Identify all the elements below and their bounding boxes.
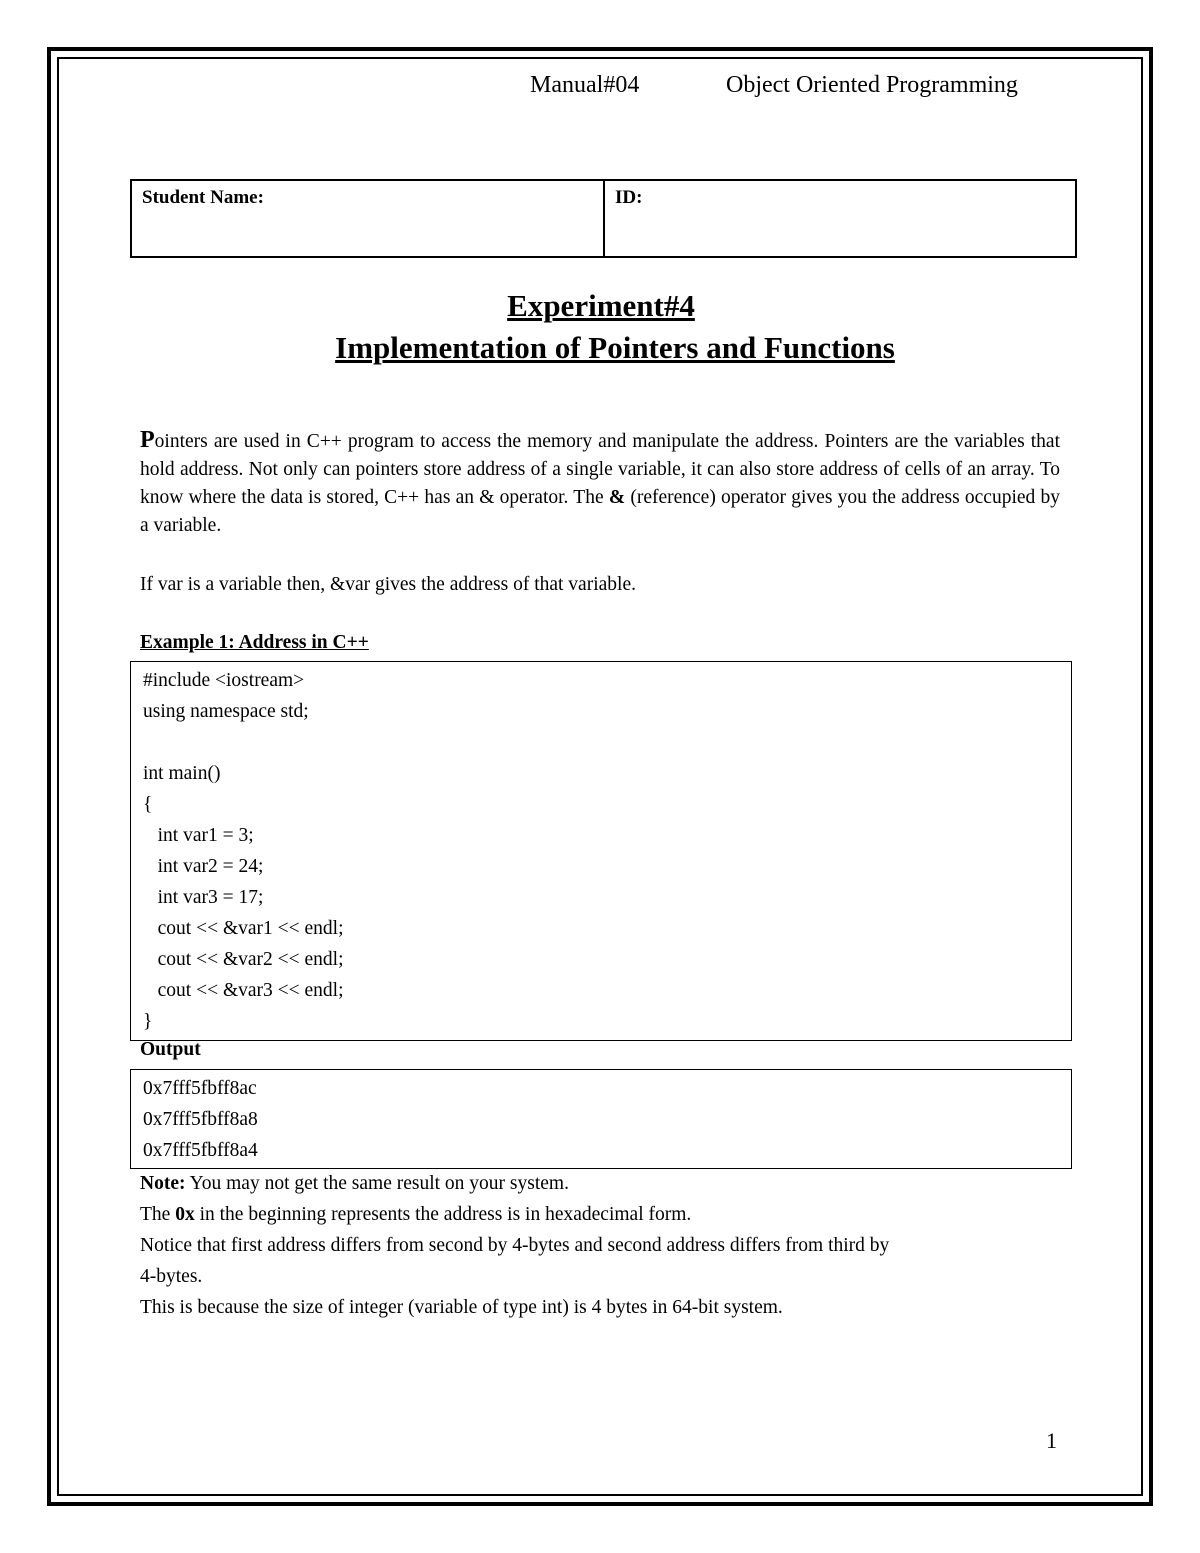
example1-heading: Example 1: Address in C++ [140,632,369,653]
code-line: int main() [143,763,221,784]
experiment-subtitle: Implementation of Pointers and Functions [335,330,895,365]
student-id-label: ID: [615,187,643,208]
student-name-label: Student Name: [142,187,264,208]
hex-note-post: in the beginning represents the address is in hexadecimal form. [194,1204,692,1225]
notes-section [140,1168,1060,1323]
code-line [143,727,1071,758]
output-heading: Output [140,1039,201,1060]
output-line: 0x7fff5fbff8a8 [143,1109,258,1130]
example1-code-box [130,661,1072,1041]
code-line: } [143,1011,153,1032]
code-line: { [143,794,153,815]
code-line: int var1 = 3; [143,825,254,846]
intro-paragraph [140,426,1060,540]
output-box [130,1069,1072,1169]
address-of-paragraph: If var is a variable then, &var gives the address of that variable. [140,574,636,595]
course-title: Object Oriented Programming [726,72,1018,98]
note-text: You may not get the same result on your system. [185,1173,569,1194]
page-number: 1 [1046,1428,1057,1453]
intro-text: ointers are used in C++ program to access the memory and manipulate the address. Pointers are the variables that hold address. Not only can pointers store address of a single variable, it can also store address of cells of an array. To know where the data is stored, C++ has an & operator. The [140,431,1060,508]
experiment-title: Experiment#4 [507,288,695,323]
student-info-table [130,179,1077,258]
ampersand-bold: & [608,487,626,508]
dropcap: P [140,427,155,453]
student-id-field[interactable] [605,181,1075,256]
code-line: cout << &var1 << endl; [143,918,344,939]
note-line [140,1168,1060,1199]
student-name-field[interactable] [132,181,605,256]
code-line: int var3 = 17; [143,887,264,908]
code-line: using namespace std; [143,701,309,722]
int-size-note-line: This is because the size of integer (variable of type int) is 4 bytes in 64-bit system. [140,1297,783,1318]
difference-note-cont: 4-bytes. [140,1266,203,1287]
code-line: #include <iostream> [143,670,305,691]
code-line: cout << &var2 << endl; [143,949,344,970]
output-line: 0x7fff5fbff8ac [143,1078,257,1099]
difference-note-line: Notice that first address differs from second by 4-bytes and second address differs from third by [140,1235,890,1256]
hex-note-line [140,1199,1060,1230]
code-line: cout << &var3 << endl; [143,980,344,1001]
output-line: 0x7fff5fbff8a4 [143,1140,258,1161]
intro-text-end: (reference) operator gives you the address occupied by a variable. [140,487,1060,536]
hex-prefix: 0x [175,1204,195,1225]
note-label: Note: [140,1173,186,1194]
manual-number: Manual#04 [530,72,640,98]
code-line: int var2 = 24; [143,856,264,877]
hex-note-pre: The [140,1204,176,1225]
